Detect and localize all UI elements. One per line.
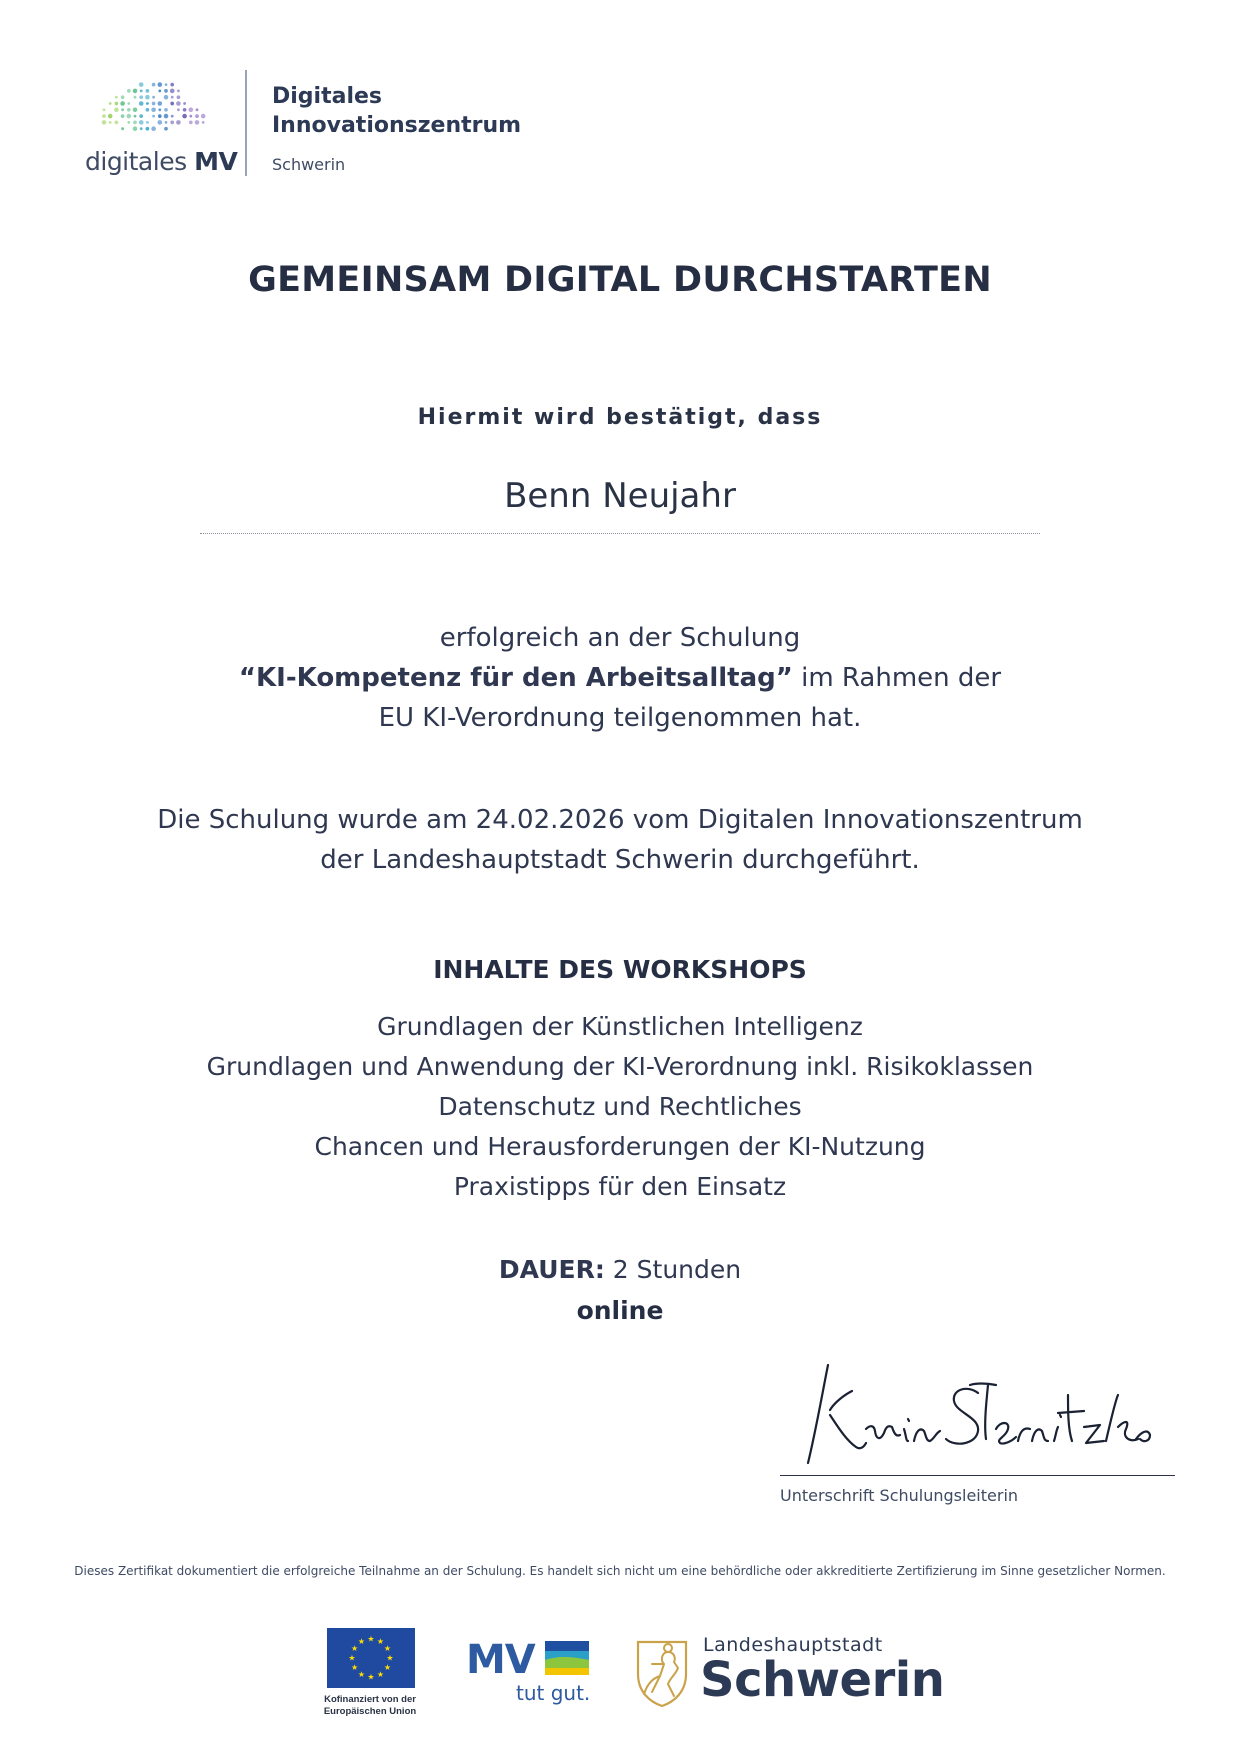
handwritten-signature [800,1355,1160,1475]
list-item: Grundlagen der Künstlichen Intelligenz [377,1012,863,1041]
svg-text:★: ★ [348,1653,356,1663]
training-paragraph: erfolgreich an der Schulung “KI-Kompetenz für den Arbeitsalltag” im Rahmen der EU KI-Verordnung teilgenommen hat. [238,623,1002,733]
svg-text:★: ★ [350,1663,359,1672]
svg-text:★: ★ [350,1644,359,1653]
svg-text:★: ★ [376,1669,385,1679]
svg-text:★: ★ [367,1634,375,1644]
participant-name: Benn Neujahr [504,476,736,516]
certificate-headline: GEMEINSAM DIGITAL DURCHSTARTEN [248,260,992,300]
mv-landscape-icon [545,1641,589,1675]
disclaimer-text: Dieses Zertifikat dokumentiert die erfolgreiche Teilnahme an der Schulung. Es handelt sich nicht um eine behördliche oder akkreditierte Zertifizierung im Sinne gesetzlicher Normen. [74,1564,1166,1578]
eu-flag-icon [327,1628,415,1688]
signature-label: Unterschrift Schulungsleiterin [780,1486,1019,1505]
digitales-mv-dots-icon [100,68,210,140]
workshop-contents-title: INHALTE DES WORKSHOPS [433,955,807,984]
list-item: Chancen und Herausforderungen der KI-Nutzung [314,1132,926,1161]
svg-text:★: ★ [383,1663,392,1672]
svg-text:★: ★ [357,1637,366,1647]
list-item: Grundlagen und Anwendung der KI-Verordnung inkl. Risikoklassen [206,1052,1034,1081]
list-item: Datenschutz und Rechtliches [438,1092,802,1121]
svg-text:★: ★ [367,1672,375,1682]
mv-logo-text: MV [466,1637,535,1683]
duration: DAUER: 2 Stunden [498,1255,742,1284]
training-mode: online [576,1296,664,1325]
logo-divider [245,70,247,176]
city-label-big: Schwerin [700,1652,945,1708]
signature-line [780,1475,1175,1476]
mv-tagline: tut gut. [516,1681,591,1705]
workshop-contents-list [0,1007,1240,1207]
digitales-mv-logo-text: digitales MV [85,147,238,176]
conducted-paragraph: Die Schulung wurde am 24.02.2026 vom Digitalen Innovationszentrum der Landeshauptstadt Schwerin durchgeführt. [157,805,1083,875]
innovationszentrum-logo-title: Digitales Innovationszentrum [272,84,522,138]
innovationszentrum-logo-subtitle: Schwerin [272,155,346,174]
city-label-small: Landeshauptstadt [703,1634,883,1656]
confirmation-intro: Hiermit wird bestätigt, dass [417,405,823,430]
eu-cofunding-caption: Kofinanziert von der Europäischen Union [323,1694,417,1717]
name-underline [200,533,1040,534]
svg-text:★: ★ [386,1653,394,1663]
course-title: “KI-Kompetenz für den Arbeitsalltag” [238,663,793,693]
svg-text:★: ★ [376,1637,385,1647]
svg-text:★: ★ [357,1669,366,1679]
schwerin-crest-icon [634,1634,690,1708]
list-item: Praxistipps für den Einsatz [453,1172,787,1201]
svg-text:★: ★ [383,1644,392,1653]
